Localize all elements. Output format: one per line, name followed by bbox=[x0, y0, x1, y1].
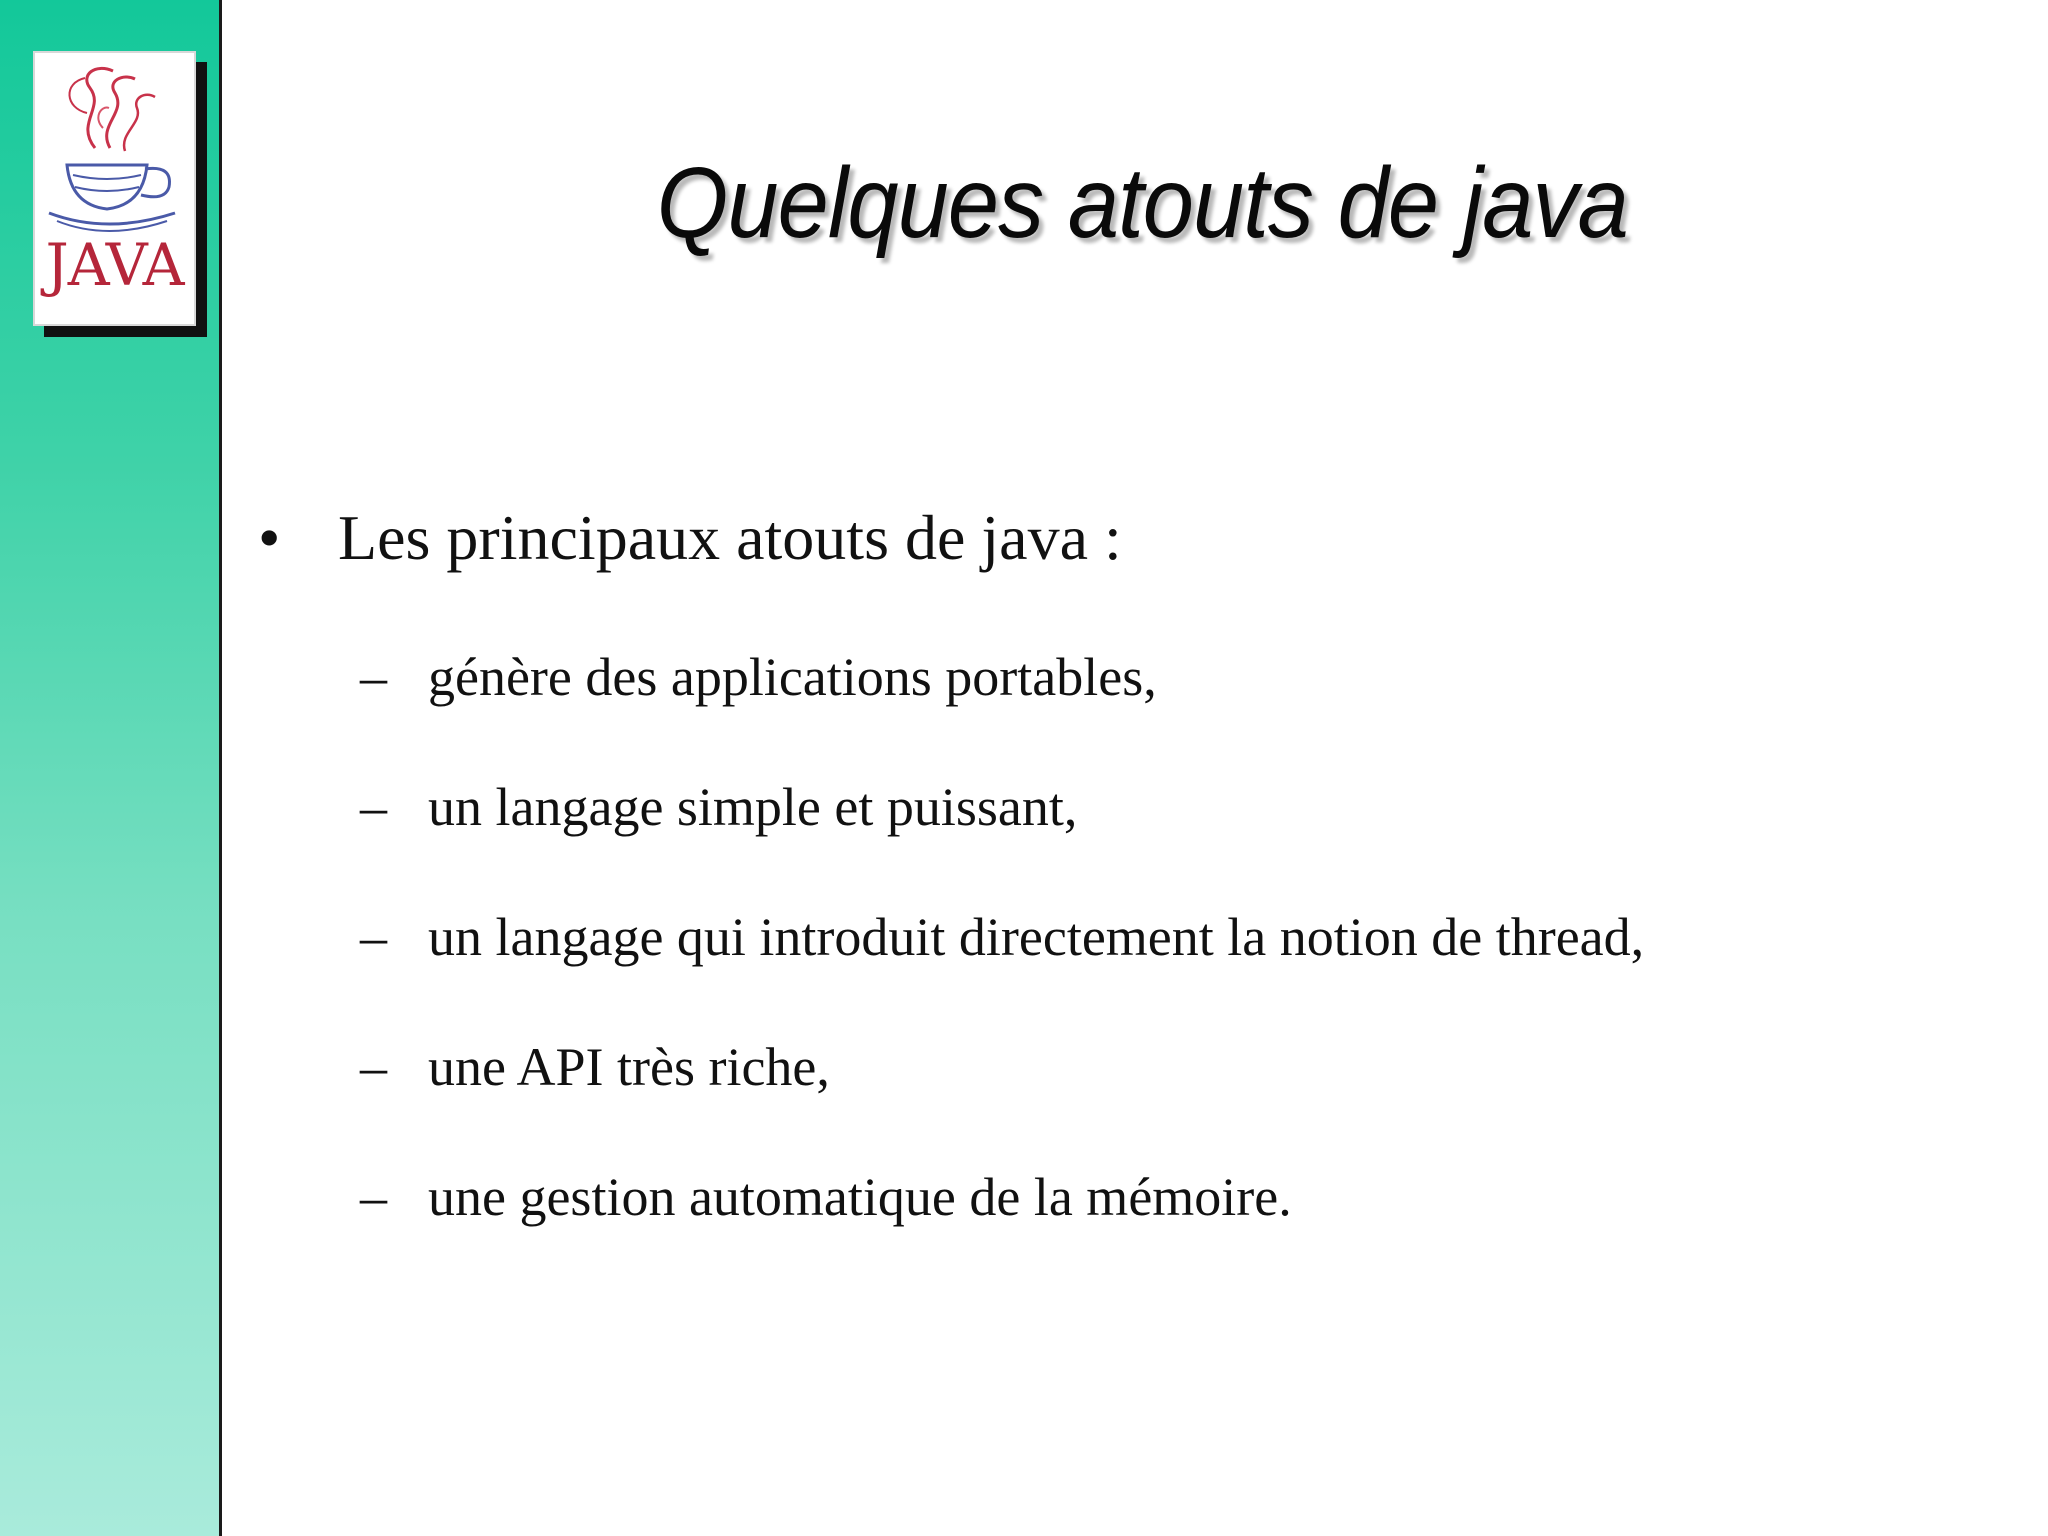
main-bullet-text: Les principaux atouts de java : bbox=[338, 502, 1122, 573]
sub-item bbox=[360, 1032, 830, 1102]
sub-item-text: génère des applications portables, bbox=[428, 647, 1157, 707]
bullet-marker: • bbox=[258, 502, 281, 573]
dash-marker: – bbox=[360, 647, 387, 707]
slide-title: Quelques atouts de java bbox=[656, 147, 1628, 259]
main-bullet bbox=[258, 498, 1122, 578]
sub-item-text: un langage simple et puissant, bbox=[428, 777, 1078, 837]
sub-item bbox=[360, 1162, 1292, 1232]
java-coffee-cup-icon bbox=[35, 53, 194, 243]
dash-marker: – bbox=[360, 907, 387, 967]
sidebar-band bbox=[0, 0, 222, 1536]
dash-marker: – bbox=[360, 1037, 387, 1097]
sub-item-text: un langage qui introduit directement la notion de thread, bbox=[428, 907, 1645, 967]
dash-marker: – bbox=[360, 1167, 387, 1227]
java-logo bbox=[33, 51, 196, 326]
sub-item-text: une API très riche, bbox=[428, 1037, 830, 1097]
sub-item-text: une gestion automatique de la mémoire. bbox=[428, 1167, 1292, 1227]
java-wordmark: JAVA bbox=[45, 231, 184, 299]
sub-item bbox=[360, 902, 1644, 972]
sub-item bbox=[360, 772, 1077, 842]
sub-item bbox=[360, 642, 1157, 712]
dash-marker: – bbox=[360, 777, 387, 837]
